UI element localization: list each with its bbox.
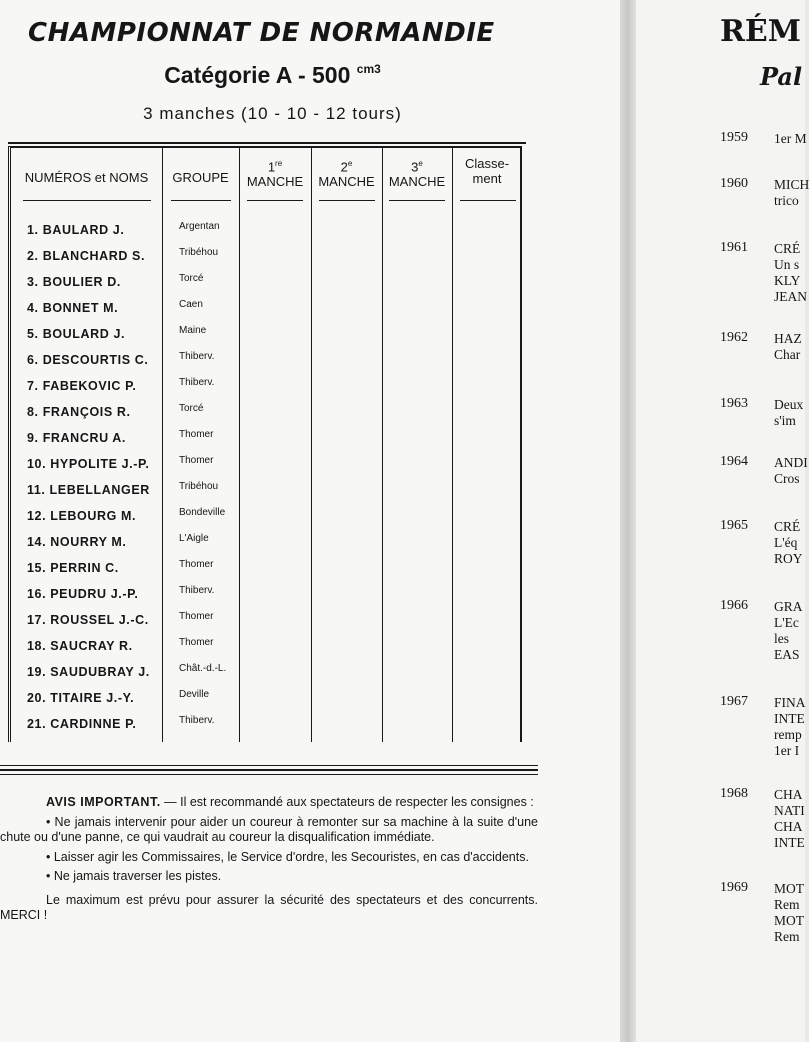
row-group: Argentan — [179, 221, 220, 232]
row-name: 3. BOULIER D. — [27, 275, 121, 289]
category-label: Catégorie A - 500 — [164, 62, 351, 88]
year-entry-text: ROY — [774, 551, 803, 566]
category-unit: cm3 — [356, 62, 381, 76]
manche-1-number: 1 — [267, 159, 276, 175]
row-group: Thomer — [179, 637, 214, 648]
book-gutter — [620, 0, 636, 1042]
row-group: Thomer — [179, 559, 214, 570]
row-group: Torcé — [179, 403, 204, 414]
row-group: Caen — [179, 299, 203, 310]
row-group: Tribéhou — [179, 481, 219, 492]
notice-lead: AVIS IMPORTANT. — [46, 795, 161, 809]
row-name: 19. SAUDUBRAY J. — [27, 665, 150, 679]
separator-rule — [0, 769, 538, 771]
notice-item: • Laisser agir les Commissaires, le Service d'ordre, les Secouristes, en cas d'accidents. — [46, 849, 529, 864]
year-label: 1966 — [720, 598, 748, 613]
year-label: 1967 — [720, 694, 748, 709]
row-name: 17. ROUSSEL J.-C. — [27, 613, 149, 627]
year-entry-text: FINA — [774, 695, 806, 710]
manche-3-suffix: e — [418, 159, 423, 168]
year-entry-text: KLY — [774, 273, 801, 288]
separator-rule — [0, 774, 538, 775]
row-name: 8. FRANÇOIS R. — [27, 405, 131, 419]
row-name: 14. NOURRY M. — [27, 535, 127, 549]
header-underline — [247, 200, 303, 201]
row-name: 18. SAUCRAY R. — [27, 639, 133, 653]
row-name: 6. DESCOURTIS C. — [27, 353, 149, 367]
year-entry-text: CHA — [774, 819, 803, 834]
header-underline — [389, 200, 445, 201]
notice-item: • Ne jamais intervenir pour aider un coureur à remonter sur sa machine à la suite d'une chute ou d'une panne, ce qui vaudrait au coureur la disqualification immédiate. — [0, 814, 538, 844]
year-entry-text: 1er M — [774, 131, 807, 146]
row-group: Thomer — [179, 455, 214, 466]
year-label: 1969 — [720, 880, 748, 895]
header-group: GROUPE — [172, 170, 229, 185]
year-label: 1962 — [720, 330, 748, 345]
row-name: 2. BLANCHARD S. — [27, 249, 146, 263]
manche-3-number: 3 — [411, 159, 419, 175]
year-entry-text: Deux — [774, 397, 804, 412]
header-underline — [171, 200, 231, 201]
row-name: 16. PEUDRU J.-P. — [27, 587, 139, 601]
year-entry-text: trico — [774, 193, 799, 208]
header-underline — [319, 200, 375, 201]
year-entry-text: INTE — [774, 835, 805, 850]
row-group: Torcé — [179, 273, 204, 284]
year-label: 1968 — [720, 786, 748, 801]
important-notice — [0, 795, 538, 928]
row-group: Thiberv. — [179, 377, 215, 388]
row-name: 1. BAULARD J. — [27, 223, 125, 237]
header-classement — [452, 156, 522, 186]
year-entry-text: remp — [774, 727, 802, 742]
right-page-title: RÉM — [720, 14, 802, 49]
row-name: 5. BOULARD J. — [27, 327, 126, 341]
year-entry-text: s'im — [774, 413, 796, 428]
year-entry-text: Un s — [774, 257, 800, 272]
row-name: 9. FRANCRU A. — [27, 431, 127, 445]
row-group: Deville — [179, 689, 210, 700]
classement-line-2: ment — [472, 171, 502, 186]
row-group: Thiberv. — [179, 585, 215, 596]
right-page — [636, 0, 809, 1042]
year-entry-text: Char — [774, 347, 801, 362]
row-group: Chât.-d.-L. — [179, 663, 227, 674]
row-name: 4. BONNET M. — [27, 301, 119, 315]
year-entry-text: 1er I — [774, 743, 800, 758]
manche-1-suffix: re — [275, 159, 283, 168]
manche-2-number: 2 — [340, 159, 348, 175]
year-label: 1959 — [720, 130, 748, 145]
results-table — [8, 146, 522, 742]
year-entry-text: Rem — [774, 897, 800, 912]
year-label: 1961 — [720, 240, 748, 255]
manches-info: 3 manches (10 - 10 - 12 tours) — [143, 104, 402, 123]
row-group: L'Aigle — [179, 533, 209, 544]
header-manche-3 — [382, 156, 452, 189]
row-name: 12. LEBOURG M. — [27, 509, 137, 523]
year-label: 1964 — [720, 454, 748, 469]
column-divider — [311, 148, 312, 742]
year-entry-text: L'éq — [774, 535, 798, 550]
separator-rule — [0, 765, 538, 766]
row-group: Thomer — [179, 429, 214, 440]
year-entry-text: EAS — [774, 647, 800, 662]
manche-1-word: MANCHE — [246, 174, 304, 190]
row-group: Maine — [179, 325, 207, 336]
row-name: 15. PERRIN C. — [27, 561, 119, 575]
year-entry-text: Cros — [774, 471, 800, 486]
manche-2-suffix: e — [347, 159, 353, 168]
page-title: CHAMPIONNAT DE NORMANDIE — [28, 18, 495, 48]
right-page-subtitle: Pal — [760, 62, 803, 91]
manche-2-word: MANCHE — [318, 174, 375, 190]
year-entry-text: MOT — [774, 913, 804, 928]
header-manche-1 — [239, 156, 311, 189]
row-name: 11. LEBELLANGER — [27, 483, 150, 497]
category-heading — [0, 62, 545, 89]
header-names: NUMÉROS et NOMS — [24, 170, 149, 185]
year-entry-text: Rem — [774, 929, 800, 944]
row-name: 20. TITAIRE J.-Y. — [27, 691, 135, 705]
row-name: 21. CARDINNE P. — [27, 717, 137, 731]
column-divider — [452, 148, 453, 742]
notice-closing: Le maximum est prévu pour assurer la sécurité des spectateurs et des concurrents. MERCI ! — [0, 892, 538, 922]
year-entry-text: CHA — [774, 787, 803, 802]
row-name: 7. FABEKOVIC P. — [27, 379, 137, 393]
year-label: 1965 — [720, 518, 748, 533]
classement-line-1: Classe- — [464, 156, 510, 171]
row-group: Thomer — [179, 611, 214, 622]
year-entry-text: GRA — [774, 599, 803, 614]
column-divider — [239, 148, 240, 742]
year-entry-text: L'Ec — [774, 615, 799, 630]
year-entry-text: NATI — [774, 803, 805, 818]
year-entry-text: INTE — [774, 711, 805, 726]
year-entry-text: ANDI — [774, 455, 808, 470]
notice-item: • Ne jamais traverser les pistes. — [46, 869, 222, 883]
row-group: Thiberv. — [179, 715, 215, 726]
year-entry-text: HAZ — [774, 331, 802, 346]
manche-3-word: MANCHE — [388, 174, 446, 190]
row-group: Thiberv. — [179, 351, 215, 362]
row-group: Tribéhou — [179, 247, 219, 258]
header-manche-2 — [311, 156, 382, 189]
column-divider — [162, 148, 163, 742]
year-entry-text: JEAN — [774, 289, 807, 304]
year-label: 1960 — [720, 176, 748, 191]
year-entry-text: CRÉ — [774, 519, 801, 534]
year-label: 1963 — [720, 396, 748, 411]
notice-intro: — Il est recommandé aux spectateurs de respecter les consignes : — [160, 795, 534, 809]
header-underline — [460, 200, 516, 201]
row-name: 10. HYPOLITE J.-P. — [27, 457, 150, 471]
row-group: Bondeville — [179, 507, 226, 518]
year-entry-text: les — [774, 631, 789, 646]
table-top-rule — [8, 142, 526, 144]
year-entry-text: CRÉ — [774, 241, 801, 256]
header-underline — [23, 200, 151, 201]
year-entry-text: MICH — [774, 177, 809, 192]
column-divider — [382, 148, 383, 742]
year-entry-text: MOT — [774, 881, 804, 896]
